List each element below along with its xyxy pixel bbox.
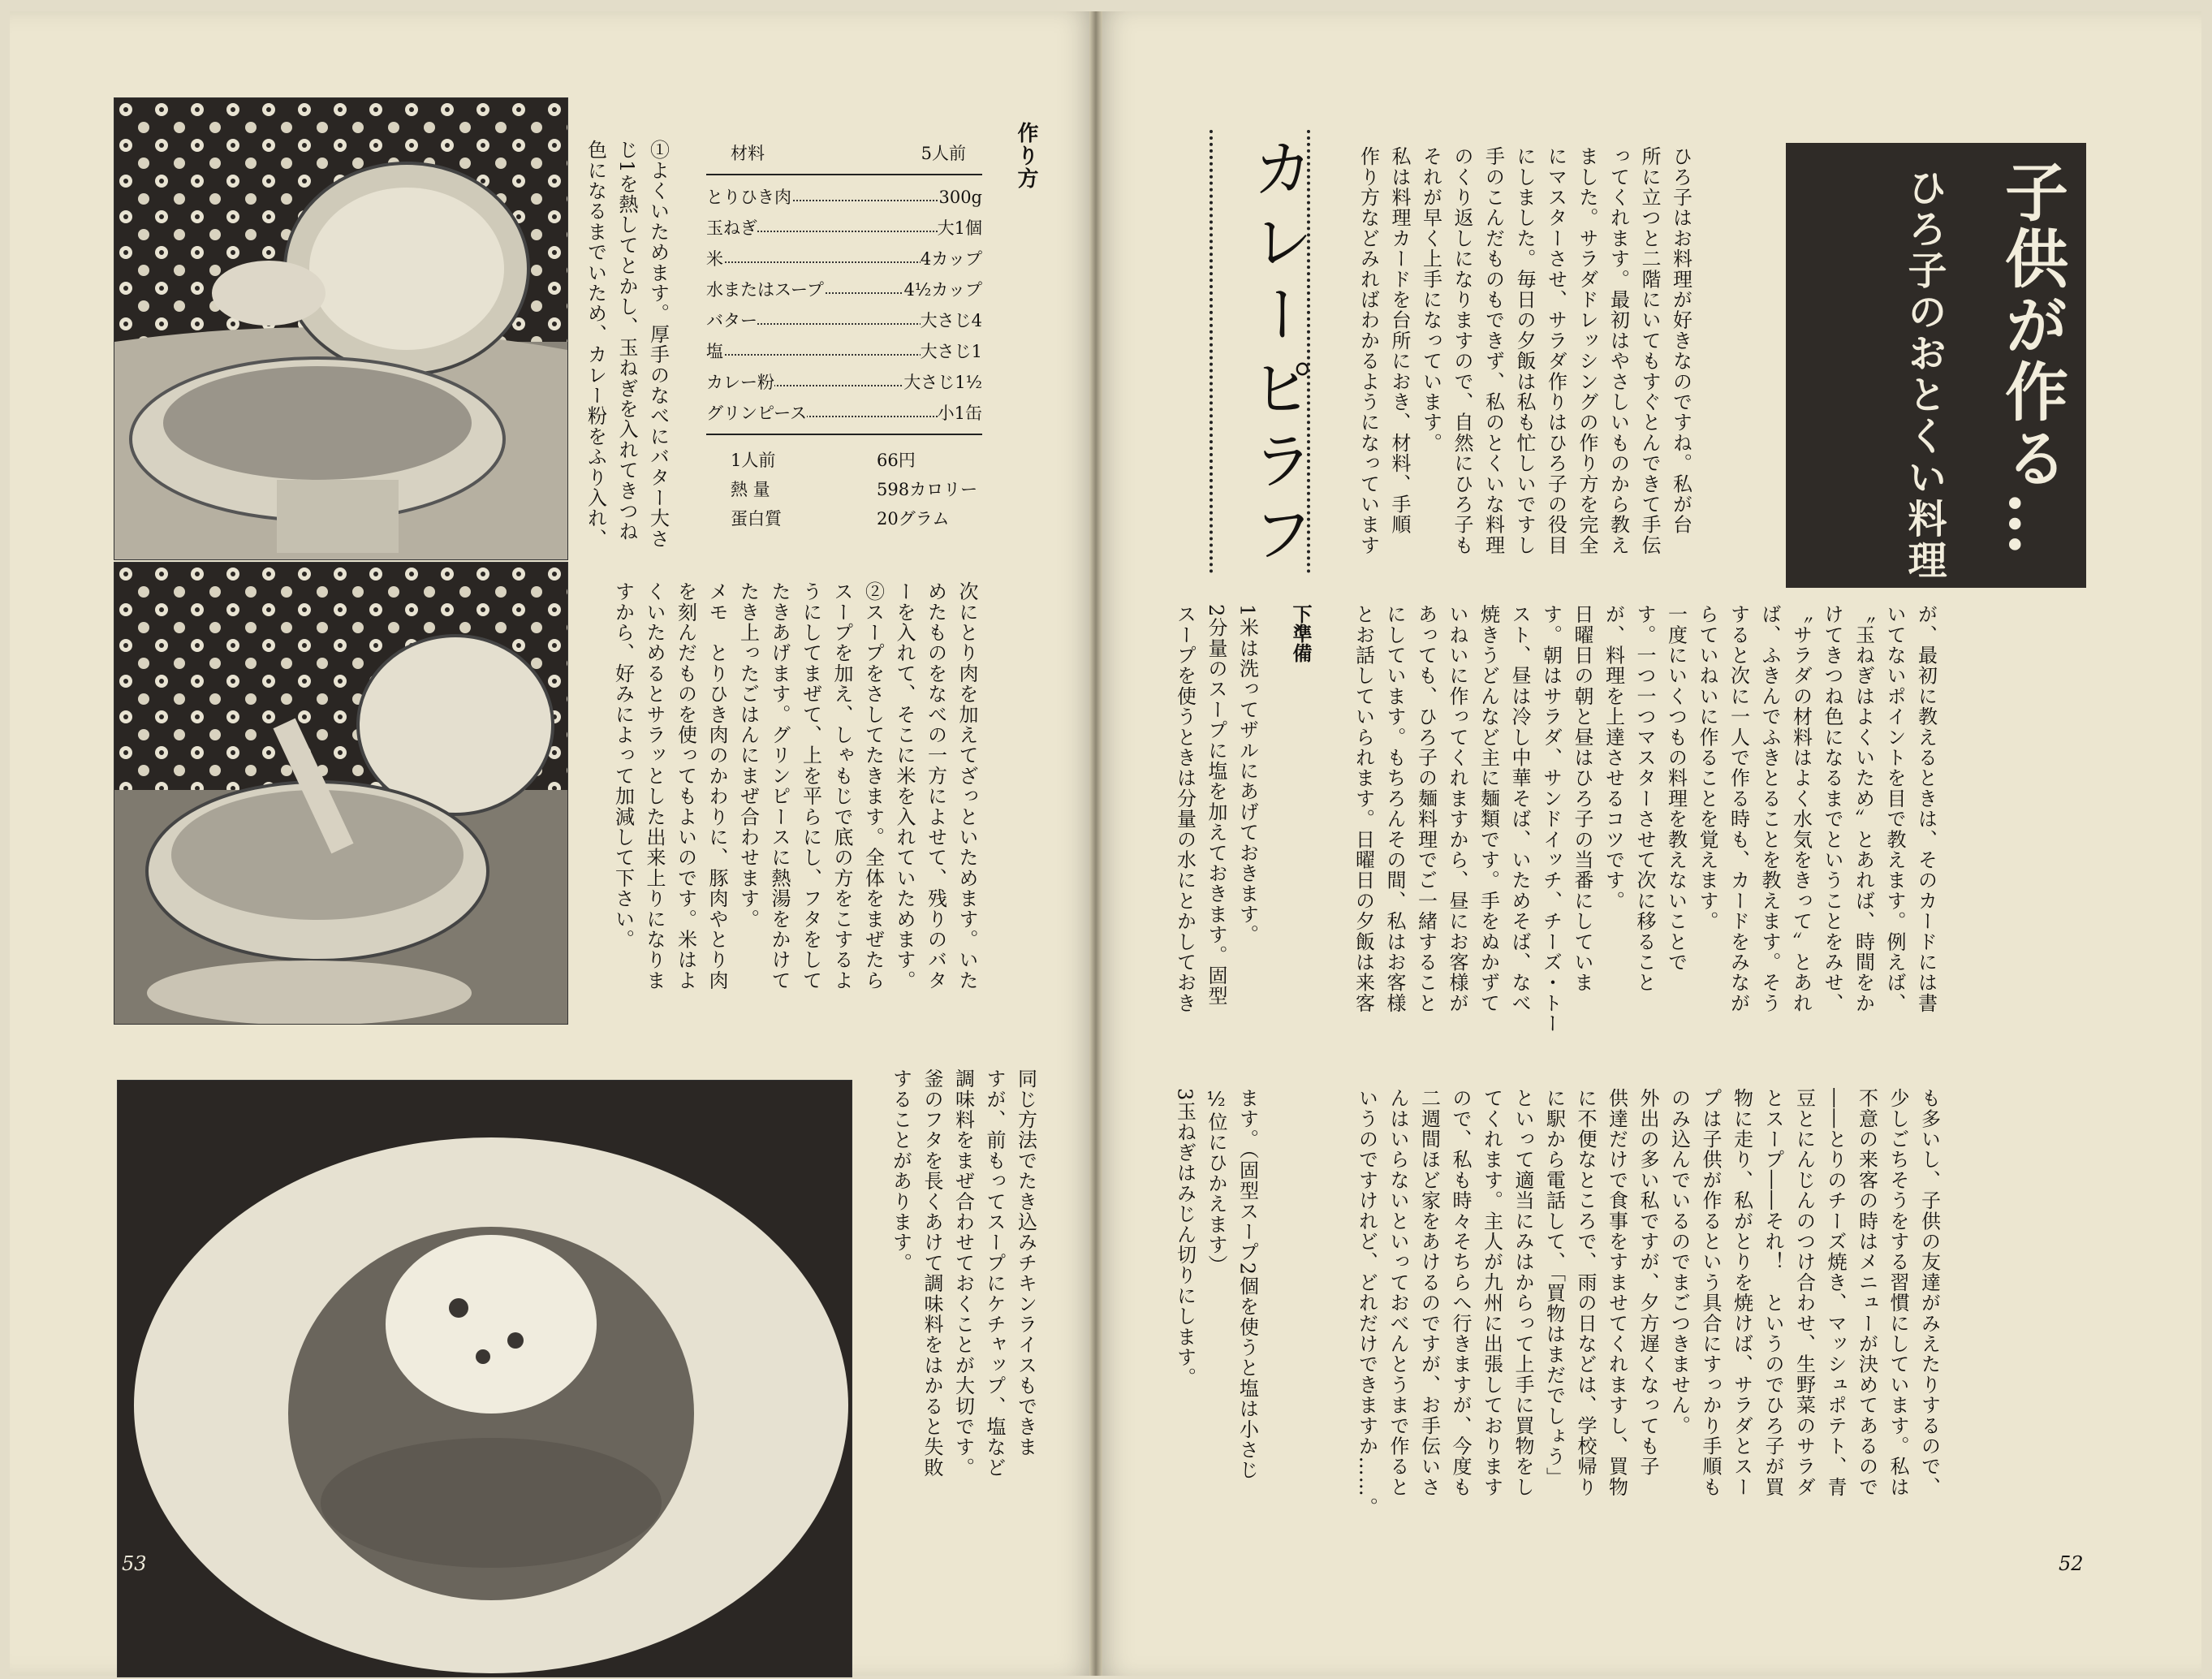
nutrition-row: 1人前 66円 [731, 451, 916, 470]
nutrition-row: 熱 量 598カロリー [731, 480, 978, 499]
bottom-text: も多いし、子供の友達がみえたりするので、 少しごちそうをする習慣にしています。私は 不意の来客の時はメニューが決めてあるので ――とりのチーズ焼き、マッシュポテト、青 豆とにんじんのつけ合わせ、生野菜のサラダ とスープ――それ！ というのでひろ子が買 物に走り、私がとりを焼けば、サラダとスー プは子供が作るという具合にすっかり手順も のみ込んでいるのでまごつきません。 外出の多い私ですが、夕方遅くなっても子 供達だけで食事をすませてくれますし、買物 に不便なところで、雨の日などは、学校帰り に駅から電話して、「買物はまだでしょう」 といって適当にみはからって上手に買物をし てくれます。主人が九州に出張しております ので、私も時々そちらへ行きますが、今度も 二週間ほど家をあけるのですが、お手伝いさ んはいらないといっておべんとうまで作ると いうのですけれど、どれだけできますか……。 [1355, 1088, 1941, 1518]
prep-continued-text: ます。（固型スープ2個を使うと塩は小さじ ½位にひかえます） 3玉ねぎはみじん切りにします。 [1173, 1088, 1259, 1481]
prep-steps-text: 1米は洗ってザルにあげておきます。 2分量のスープに塩を加えておきます。固型 スープを使うときは分量の水にとかしておき [1173, 604, 1259, 1013]
mid-text: が、最初に教えるときは、そのカードには書 いてないポイントを目で教えます。例えば、 〝玉ねぎはよくいため〟とあれば、時間をか けてきつね色になるまでということをみせ、 〝サラダの材料はよく水気をきって〟とあれ ば、ふきんでふきとることを教えます。そう すると次に一人で作る時も、カードをみなが らていねいに作ることを覚えます。 一度にいくつもの料理を教えないことで す。一つ一つマスターさせて次に移ること が、料理を上達させるコツです。 日曜日の朝と昼はひろ子の当番にしていま す。朝はサラダ、サンドイッチ、チーズ・トー スト、昼は冷し中華そば、いためそば、なべ 焼きうどんなど主に麺類です。手をぬかずて いねいに作ってくれますから、昼にお客様が あっても、ひろ子の麺料理でご一緒すること にしています。もちろんその間、私はお客様 とお話していられます。日曜日の夕飯は来客 [1352, 604, 1938, 1034]
ingredients-header: 材料 5人前 [731, 144, 966, 163]
page-number-right: 52 [2059, 1552, 2084, 1575]
prep-heading: 下準備 [1289, 604, 1313, 663]
feature-title: 子供が作る… [1994, 159, 2068, 559]
dish-title: カレーピラフ [1242, 136, 1314, 575]
photo-mixing-rice [114, 562, 568, 1025]
title-banner [1786, 143, 2086, 588]
method-heading: 作り方 [1014, 122, 1038, 190]
ingredients-table [706, 140, 982, 537]
ingredient-name: 玉ねぎ [706, 214, 757, 242]
ingredient-name: とりひき肉 [706, 183, 791, 211]
title-rule-right [1307, 130, 1310, 573]
book-gutter [1089, 11, 1102, 1676]
ingredient-qty: 4½カップ [903, 276, 982, 304]
page-number-left: 53 [122, 1552, 147, 1575]
ingredient-name: 水またはスープ [706, 276, 824, 304]
ingredient-qty: 4カップ [921, 245, 982, 273]
ingredient-qty: 大1個 [938, 214, 982, 242]
ingredient-name: バター [706, 307, 757, 335]
title-rule-left [1209, 130, 1213, 573]
nutrition-row: 蛋白質 20グラム [731, 509, 950, 529]
ingredient-name: 塩 [706, 338, 723, 365]
ingredient-qty: 小1缶 [938, 399, 982, 427]
photo-washing-rice [114, 97, 568, 560]
method-main-text: 次にとり肉を加えてざっといためます。いた めたものをなべの一方によせて、残りのバタ ーを入れて、そこに米を入れていためます。 ②スープをさしてたきます。全体をまぜたら スープを加え、しゃもじで底の方をこするよ うにしてまぜて、上を平らにし、フタをして たきあげます。グリンピースに熱湯をかけて たき上ったごはんにまぜ合わせます。 メモ とりひき肉のかわりに、豚肉やとり肉 を刻んだものを使ってもよいのです。米はよ くいためるとサラッとした出来上りになりま すから、好みによって加減して下さい。 [611, 581, 978, 991]
method-step1-text: ①よくいためます。厚手のなべにバター大さ じ1を熱してとかし、玉ねぎを入れてきつね 色になるまでいため、カレー粉をふり入れ、 [584, 140, 670, 549]
ingredient-name: グリンピース [706, 399, 807, 427]
ingredient-name: 米 [706, 245, 723, 273]
photo-finished-pilaf [117, 1080, 852, 1677]
ingredient-qty: 300g [938, 183, 982, 211]
ingredient-name: カレー粉 [706, 369, 774, 396]
ingredient-qty: 大さじ1 [921, 338, 982, 365]
ingredient-qty: 大さじ4 [921, 307, 982, 335]
ingredient-qty: 大さじ1½ [903, 369, 982, 396]
intro-text: ひろ子はお料理が好きなのですね。私が台 所に立つと二階にいてもすぐとんできて手伝 ってくれます。最初はやさしいものから教え ました。サラダドレッシングの作り方を完全 にマスターさせ、サラダ作りはひろ子の役目 にしました。毎日の夕飯は私も忙しいですし 手のこんだものもできず、私のとくいな料理 のくり返しになりますので、自然にひろ子も それが早く上手になっています。 私は料理カードを台所におき、材料、手順 作り方などみればわかるようになっています [1356, 146, 1692, 555]
method-variation-text: 同じ方法でたき込みチキンライスもできま すが、前もってスープにケチャップ、塩など 調味料をまぜ合わせておくことが大切です。 釜のフタを長くあけて調味料をはかると失敗 することがあります。 [889, 1068, 1037, 1478]
feature-subtitle: ひろ子のおとくい料理 [1901, 167, 1947, 581]
